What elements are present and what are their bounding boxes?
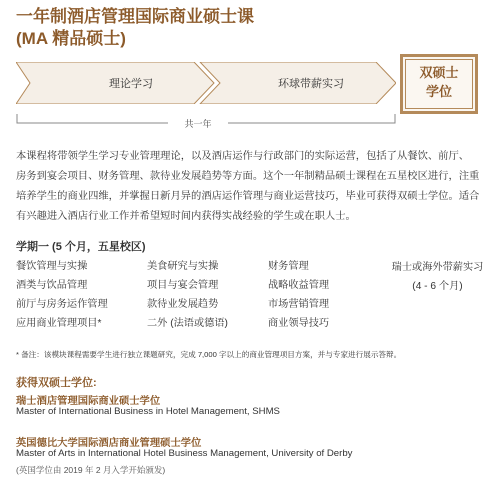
course-item: 财务管理 [268,261,309,272]
semester-heading: 学期一 (5 个月，五星校区) [16,241,146,253]
badge-line2: 学位 [425,84,452,99]
program-title-line2: (MA 精品硕士) [16,29,126,48]
flow-step-theory: 理论学习 [109,78,153,90]
program-title-line1: 一年制酒店管理国际商业硕士课 [16,7,254,26]
course-item: 酒类与饮品管理 [16,280,88,291]
course-item: 战略收益管理 [268,280,330,291]
degree-2-chinese: 英国德比大学国际酒店商业管理硕士学位 [16,438,202,449]
course-item: 款待业发展趋势 [147,299,219,310]
course-item: 二外 (法语或德语) [147,318,228,329]
footnote: * 备注：该模块课程需要学生进行独立课题研究，完成 7,000 字以上的商业管理项目方案，并与专家进行展示答辩。 [16,350,402,359]
description-line: 有兴趣进入酒店行业工作并希望短时间内获得实战经验的学生或在职人士。 [16,211,356,222]
flow-step-internship: 环球带薪实习 [278,78,344,90]
course-item: 餐饮管理与实操 [16,261,88,272]
description-line: 培养学生的商业四维，并掌握日新月异的酒店运作管理与商业运营技巧，毕业可获得双硕士学位。适合 [16,191,480,202]
duration-label: 共一年 [168,117,228,130]
badge-line1: 双硕士 [419,65,459,80]
internship-duration: (4 - 6 个月) [412,281,463,292]
course-item: 项目与宴会管理 [147,280,219,291]
degree-1-chinese: 瑞士酒店管理国际商业硕士学位 [16,396,161,407]
degree-1-english: Master of International Business in Hotel Management, SHMS [16,406,280,417]
degree-2-note: (英国学位由 2019 年 2 月入学开始颁发) [16,465,166,475]
course-item: 应用商业管理项目* [16,318,102,329]
course-item: 商业领导技巧 [268,318,330,329]
internship-label: 瑞士或海外带薪实习 [391,262,484,273]
course-item: 美食研究与实操 [147,261,219,272]
course-item: 前厅与房务运作管理 [16,299,108,310]
program-description [16,147,486,227]
dual-degree-badge [400,54,478,114]
degree-2-english: Master of Arts in International Hotel Business Management, University of Derby [16,448,353,459]
degrees-heading: 获得双硕士学位: [16,377,97,389]
program-flow [16,62,396,104]
course-item: 市场营销管理 [268,299,330,310]
description-line: 本课程将带领学生学习专业管理理论，以及酒店运作与行政部门的实际运营，包括了从餐饮、前厅、 [16,151,470,162]
description-line: 房务到宴会项目、财务管理、款待业发展趋势等方面。这个一年制精品硕士课程在五星校区进行，注重 [16,171,480,182]
